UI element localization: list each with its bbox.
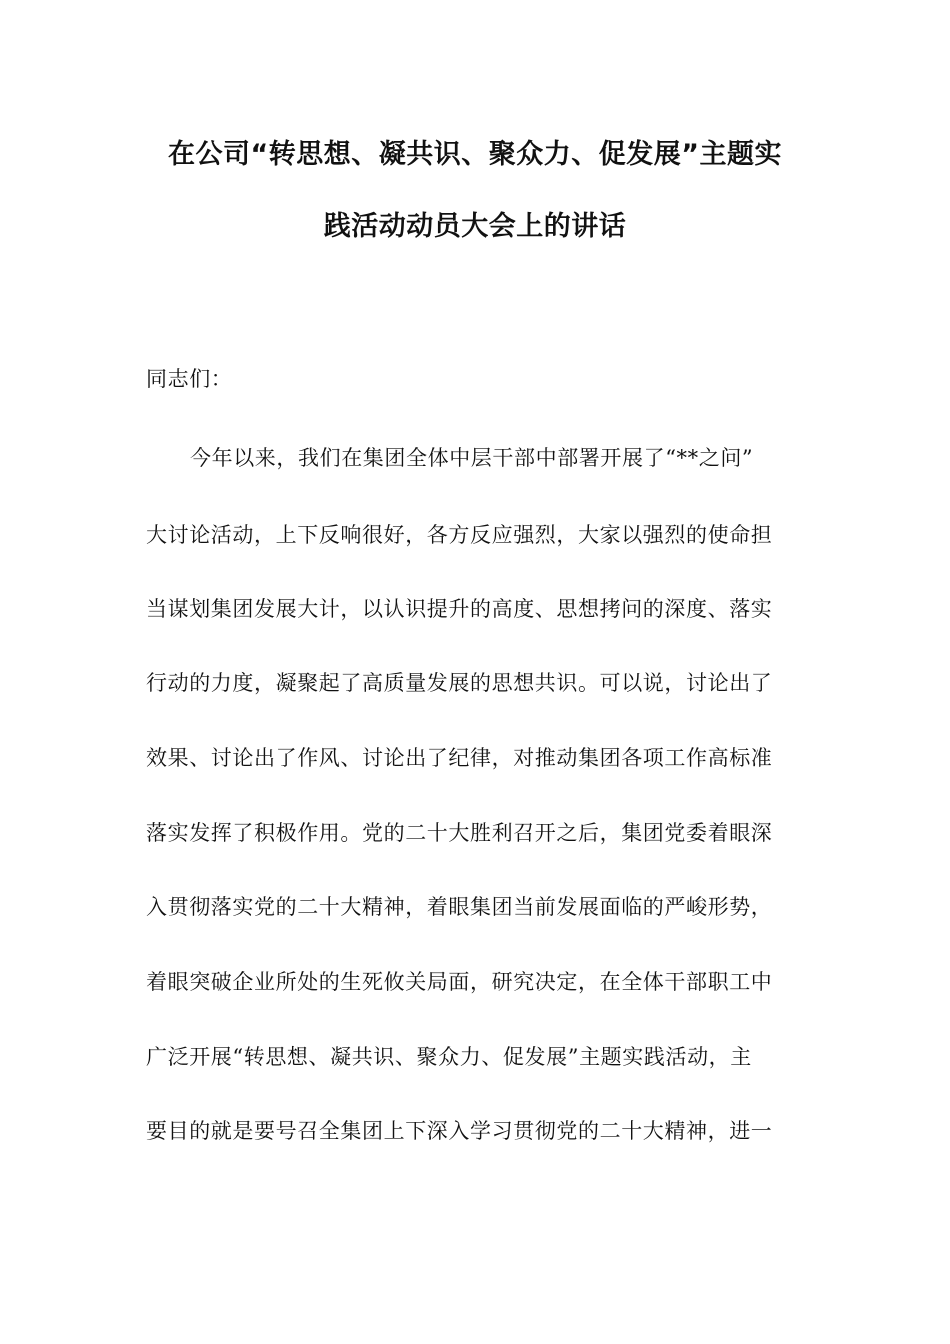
paragraph-line-4: 行动的力度，凝聚起了高质量发展的思想共识。可以说，讨论出了 bbox=[146, 671, 773, 695]
paragraph-line-8: 着眼突破企业所处的生死攸关局面，研究决定，在全体干部职工中 bbox=[146, 970, 773, 994]
paragraph-line-2: 大讨论活动，上下反响很好，各方反应强烈，大家以强烈的使命担 bbox=[146, 523, 773, 547]
paragraph-line-10: 要目的就是要号召全集团上下深入学习贯彻党的二十大精神，进一 bbox=[146, 1119, 773, 1143]
paragraph-line-9: 广泛开展“转思想、凝共识、聚众力、促发展”主题实践活动，主 bbox=[146, 1045, 752, 1069]
document-title-line-2: 践活动动员大会上的讲话 bbox=[323, 211, 627, 242]
salutation: 同志们： bbox=[146, 367, 233, 391]
paragraph-line-1: 今年以来，我们在集团全体中层干部中部署开展了“**之问” bbox=[190, 446, 754, 470]
paragraph-line-6: 落实发挥了积极作用。党的二十大胜利召开之后，集团党委着眼深 bbox=[146, 821, 773, 845]
document-title-line-1: 在公司“转思想、凝共识、聚众力、促发展”主题实 bbox=[168, 139, 782, 170]
paragraph-line-3: 当谋划集团发展大计，以认识提升的高度、思想拷问的深度、落实 bbox=[146, 597, 773, 621]
paragraph-line-5: 效果、讨论出了作风、讨论出了纪律，对推动集团各项工作高标准 bbox=[146, 746, 773, 770]
paragraph-line-7: 入贯彻落实党的二十大精神，着眼集团当前发展面临的严峻形势， bbox=[146, 895, 773, 919]
